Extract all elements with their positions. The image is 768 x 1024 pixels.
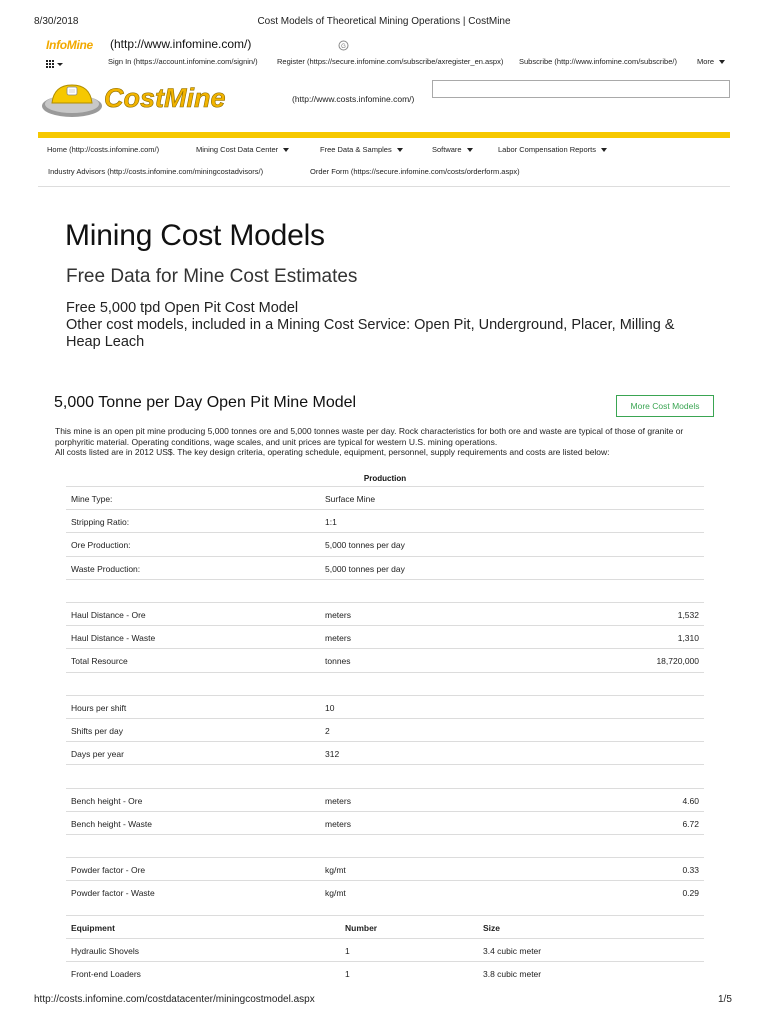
table-row xyxy=(66,764,704,788)
row-label: Mine Type: xyxy=(71,494,113,504)
intro-line-free-model: Free 5,000 tpd Open Pit Cost Model xyxy=(66,300,299,316)
costmine-logo[interactable] xyxy=(40,79,260,121)
nav-home[interactable]: Home (http://costs.infomine.com/) xyxy=(47,145,160,154)
row-unit: Surface Mine xyxy=(325,494,376,504)
row-unit: meters xyxy=(325,818,351,829)
table-row xyxy=(66,509,704,533)
model-title: 5,000 Tonne per Day Open Pit Mine Model xyxy=(54,394,357,411)
equipment-number: 1 xyxy=(345,946,350,956)
row-label: Hours per shift xyxy=(71,702,127,713)
production-table-heading: Production xyxy=(363,474,407,483)
intro-text xyxy=(66,300,706,351)
page-subtitle: Free Data for Mine Cost Estimates xyxy=(66,266,358,287)
equipment-number: 1 xyxy=(345,969,350,979)
nav-software-label: Software xyxy=(432,145,462,154)
row-label: Powder factor - Waste xyxy=(71,888,155,899)
row-unit: 2 xyxy=(325,726,330,736)
row-value: 18,720,000 xyxy=(656,656,699,667)
table-row xyxy=(66,718,704,742)
print-footer-url: http://costs.infomine.com/costdatacenter/miningcostmodel.aspx xyxy=(34,994,315,1005)
row-unit: kg/mt xyxy=(325,865,346,876)
google-plus-icon[interactable] xyxy=(338,40,349,54)
table-row xyxy=(66,788,704,812)
table-row xyxy=(66,532,704,556)
table-row xyxy=(66,672,704,696)
chevron-down-icon xyxy=(601,148,607,152)
equipment-size: 3.4 cubic meter xyxy=(483,946,542,956)
equipment-name: Hydraulic Shovels xyxy=(71,946,140,956)
row-unit: 10 xyxy=(325,702,335,713)
svg-text:G: G xyxy=(341,43,346,50)
more-cost-models-button[interactable]: More Cost Models xyxy=(616,395,714,417)
row-label: Haul Distance - Waste xyxy=(71,633,156,644)
row-value: 0.33 xyxy=(682,865,699,876)
row-unit: 1:1 xyxy=(325,517,337,528)
print-date: 8/30/2018 xyxy=(34,16,79,27)
equipment-size: 3.8 cubic meter xyxy=(483,969,542,979)
row-value: 0.29 xyxy=(682,888,699,899)
table-row xyxy=(66,741,704,765)
row-value: 1,310 xyxy=(677,633,699,644)
costmine-logo-text: CostMine xyxy=(104,83,226,113)
intro-line-other-models: Other cost models, included in a Mining Cost Service: Open Pit, Underground, Placer, Milling & Heap Leach xyxy=(66,317,675,350)
equipment-table-header xyxy=(66,915,704,939)
nav-mining-cost-data-label: Mining Cost Data Center xyxy=(196,145,279,154)
row-unit: 5,000 tonnes per day xyxy=(325,563,405,574)
print-page-number: 1/5 xyxy=(718,994,732,1005)
subscribe-link[interactable]: Subscribe (http://www.infomine.com/subscribe/) xyxy=(519,57,677,66)
row-value: 6.72 xyxy=(682,818,699,829)
model-description-line: All costs listed are in 2012 US$. The key design criteria, operating schedule, equipment, personnel, supply requirements and costs are listed below: xyxy=(55,447,610,457)
row-label: Haul Distance - Ore xyxy=(71,610,146,620)
table-row xyxy=(66,961,704,985)
row-unit: meters xyxy=(325,610,351,620)
search-input[interactable] xyxy=(432,80,730,98)
table-row xyxy=(66,648,704,672)
more-menu[interactable] xyxy=(697,57,725,66)
infomine-logo[interactable]: InfoMine xyxy=(46,38,93,52)
row-label: Total Resource xyxy=(71,656,128,667)
chevron-down-icon xyxy=(397,148,403,152)
nav-divider xyxy=(38,186,730,187)
nav-free-data[interactable] xyxy=(320,145,403,154)
row-unit: kg/mt xyxy=(325,888,346,899)
sign-in-link[interactable]: Sign In (https://account.infomine.com/signin/) xyxy=(108,57,258,66)
table-row xyxy=(66,602,704,626)
row-unit: meters xyxy=(325,633,351,644)
row-label: Ore Production: xyxy=(71,540,131,551)
table-row xyxy=(66,625,704,649)
infomine-url-link[interactable]: (http://www.infomine.com/) xyxy=(110,37,252,51)
page-title: Mining Cost Models xyxy=(65,219,325,252)
table-row xyxy=(66,880,704,904)
nav-accent-bar xyxy=(38,132,730,138)
table-row xyxy=(66,579,704,603)
nav-order-form[interactable]: Order Form (https://secure.infomine.com/costs/orderform.aspx) xyxy=(310,167,520,176)
number-column-header: Number xyxy=(345,923,378,933)
costmine-url-link[interactable]: (http://www.costs.infomine.com/) xyxy=(292,94,415,104)
chevron-down-icon xyxy=(467,148,473,152)
chevron-down-icon xyxy=(719,60,725,64)
row-value: 4.60 xyxy=(682,795,699,806)
row-unit: 5,000 tonnes per day xyxy=(325,540,405,551)
table-row xyxy=(66,486,704,510)
nav-labor-label: Labor Compensation Reports xyxy=(498,145,596,154)
size-column-header: Size xyxy=(483,923,501,933)
table-row xyxy=(66,857,704,881)
table-row xyxy=(66,811,704,835)
table-row xyxy=(66,834,704,858)
nav-mining-cost-data[interactable] xyxy=(196,145,289,154)
nav-software[interactable] xyxy=(432,145,473,154)
model-description xyxy=(55,426,723,458)
print-title: Cost Models of Theoretical Mining Operations | CostMine xyxy=(257,16,511,27)
row-unit: 312 xyxy=(325,749,340,760)
row-label: Bench height - Waste xyxy=(71,818,152,829)
row-label: Stripping Ratio: xyxy=(71,517,130,528)
model-description-line: This mine is an open pit mine producing 5,000 tonnes ore and 5,000 tonnes waste per day. Rock characteristics for both ore and waste are typical of those of granite or porphyritic material. Operating conditions, wage scales, and unit prices are typical for western U.S. mining operations. xyxy=(55,426,684,447)
equipment-column-header: Equipment xyxy=(71,923,115,933)
register-link[interactable]: Register (https://secure.infomine.com/subscribe/axregister_en.aspx) xyxy=(277,57,504,66)
row-label: Bench height - Ore xyxy=(71,795,143,806)
row-label: Waste Production: xyxy=(71,563,141,574)
table-row xyxy=(66,938,704,962)
chevron-down-icon xyxy=(283,148,289,152)
nav-free-data-label: Free Data & Samples xyxy=(320,145,392,154)
nav-industry-advisors[interactable]: Industry Advisors (http://costs.infomine.com/miningcostadvisors/) xyxy=(48,167,264,176)
row-label: Days per year xyxy=(71,749,124,760)
nav-labor[interactable] xyxy=(498,145,607,154)
row-value: 1,532 xyxy=(677,610,699,620)
row-label: Shifts per day xyxy=(71,726,123,736)
table-row xyxy=(66,695,704,719)
row-unit: meters xyxy=(325,795,351,806)
top-account-bar xyxy=(0,57,768,71)
table-row xyxy=(66,556,704,580)
more-label: More xyxy=(697,57,715,66)
equipment-name: Front-end Loaders xyxy=(71,969,141,979)
row-label: Powder factor - Ore xyxy=(71,865,146,876)
row-unit: tonnes xyxy=(325,656,351,667)
